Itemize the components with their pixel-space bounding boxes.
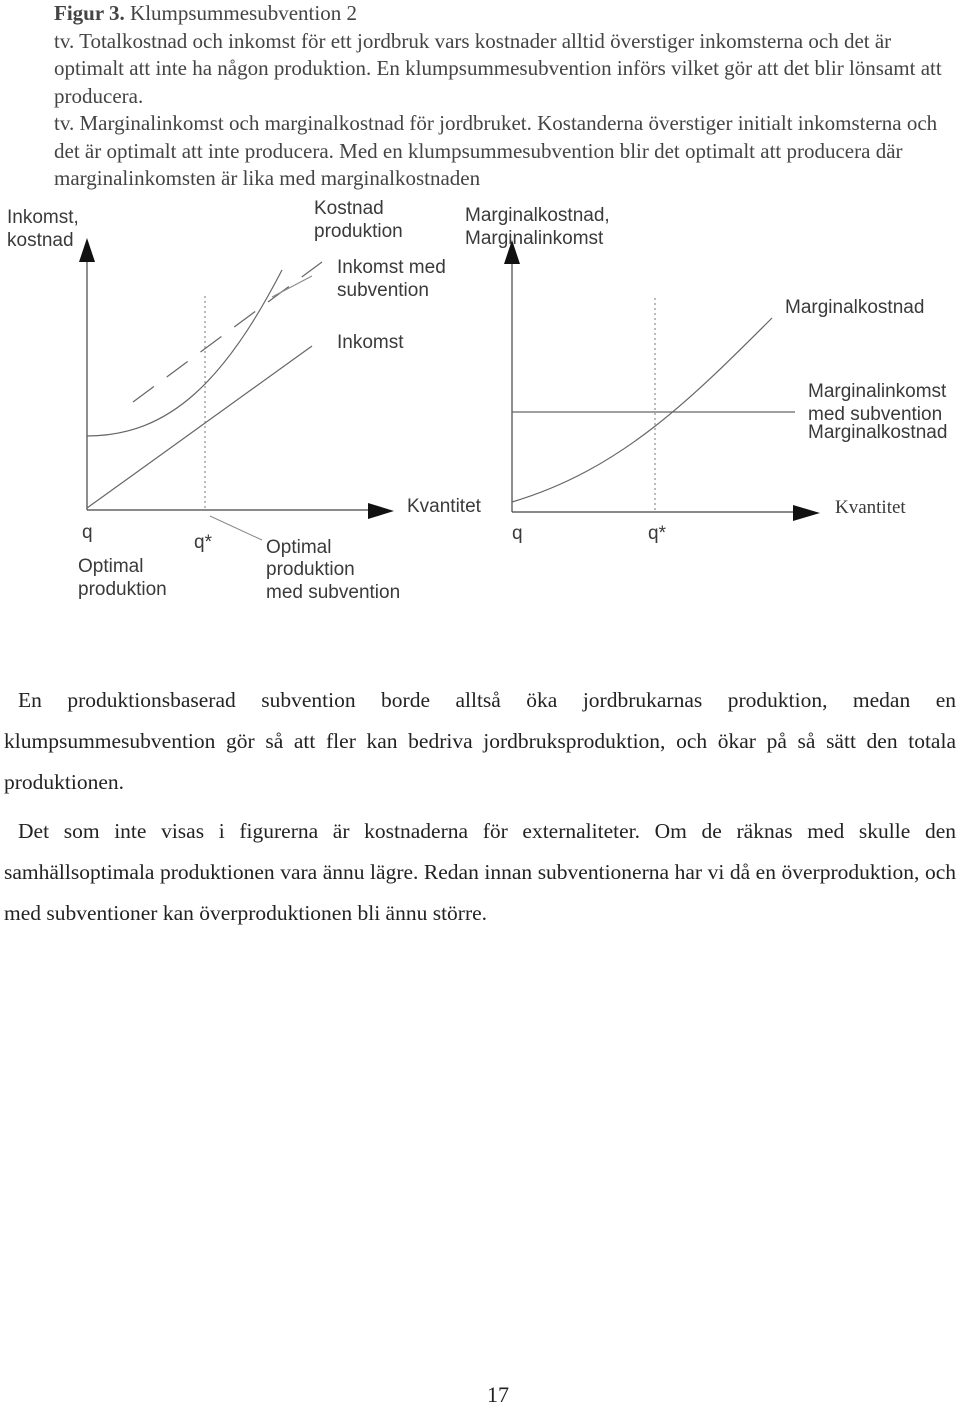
right-ylabel-line1: Marginalkostnad, [465, 205, 610, 226]
left-x-axis-arrow [368, 503, 394, 519]
right-q-marker: q [512, 523, 523, 544]
figure-caption [54, 0, 954, 193]
income-label: Inkomst [337, 332, 404, 353]
income-subsidy-line [133, 262, 322, 402]
left-qstar-marker: q* [194, 532, 212, 553]
left-q-marker: q [82, 522, 93, 543]
right-ylabel-line2: Marginalinkomst [465, 228, 604, 249]
cost-curve [87, 270, 282, 436]
left-ylabel-line1: Inkomst, [7, 207, 79, 228]
mr-label-line3: Marginalkostnad [808, 422, 948, 443]
caption-right-description: tv. Marginalinkomst och marginalkostnad för jordbruket. Kostanderna överstiger initialt inkomsterna och det är optimalt att inte producera. Med en klumpsummesubvention blir det optimalt att producera där marginalinkomsten är lika med marginalkostnaden [54, 111, 938, 190]
cost-label-leader [272, 276, 312, 297]
mr-label-line1: Marginalinkomst [808, 381, 947, 402]
optimal-subsidy-label-line1: Optimal [266, 537, 332, 558]
cost-label-line2: produktion [314, 221, 403, 242]
income-line [87, 346, 312, 508]
caption-heading [54, 0, 954, 28]
right-chart [465, 205, 947, 544]
marginal-cost-label: Marginalkostnad [785, 297, 925, 318]
left-ylabel-line2: kostnad [7, 230, 74, 251]
right-qstar-marker: q* [648, 523, 666, 544]
page-number: 17 [487, 1382, 509, 1407]
right-x-axis-arrow [793, 505, 820, 521]
mr-label-line2: med subvention [808, 404, 943, 425]
figure-diagram [0, 190, 960, 610]
figure-title: Klumpsummesubvention 2 [130, 1, 357, 25]
optimal-label-line2: produktion [78, 579, 167, 600]
optimal-label-line1: Optimal [78, 556, 144, 577]
paragraph-1: En produktionsbaserad subvention borde alltså öka jordbrukarnas produktion, medan en klumpsummesubvention gör så att fler kan bedriva jordbruksproduktion, och ökar på så sätt den totala produktionen. [4, 688, 956, 794]
income-subsidy-label-line2: subvention [337, 280, 429, 301]
paragraph-2: Det som inte visas i figurerna är kostnaderna för externaliteter. Om de räknas med skulle den samhällsoptimala produktionen vara ännu lägre. Redan innan subventionerna har vi då en överproduktion, och med subventioner kan överproduktionen bli ännu större. [4, 819, 956, 925]
right-xlabel: Kvantitet [835, 497, 906, 518]
figure-label: Figur 3. [54, 1, 125, 25]
left-y-axis-arrow [79, 238, 95, 262]
marginal-cost-curve [512, 318, 772, 502]
optimal-subsidy-label-line2: produktion [266, 559, 355, 580]
optimal-subsidy-leader [210, 516, 262, 540]
optimal-subsidy-label-line3: med subvention [266, 582, 401, 603]
cost-label-line1: Kostnad [314, 198, 384, 219]
left-xlabel: Kvantitet [407, 496, 481, 517]
income-subsidy-label-line1: Inkomst med [337, 257, 446, 278]
caption-left-description: tv. Totalkostnad och inkomst för ett jordbruk vars kostnader alltid överstiger inkomsterna och det är optimalt att inte ha någon produktion. En klumpsummesubvention införs vilket gör att det blir lönsamt att producera. [54, 28, 942, 108]
left-chart [7, 198, 482, 603]
